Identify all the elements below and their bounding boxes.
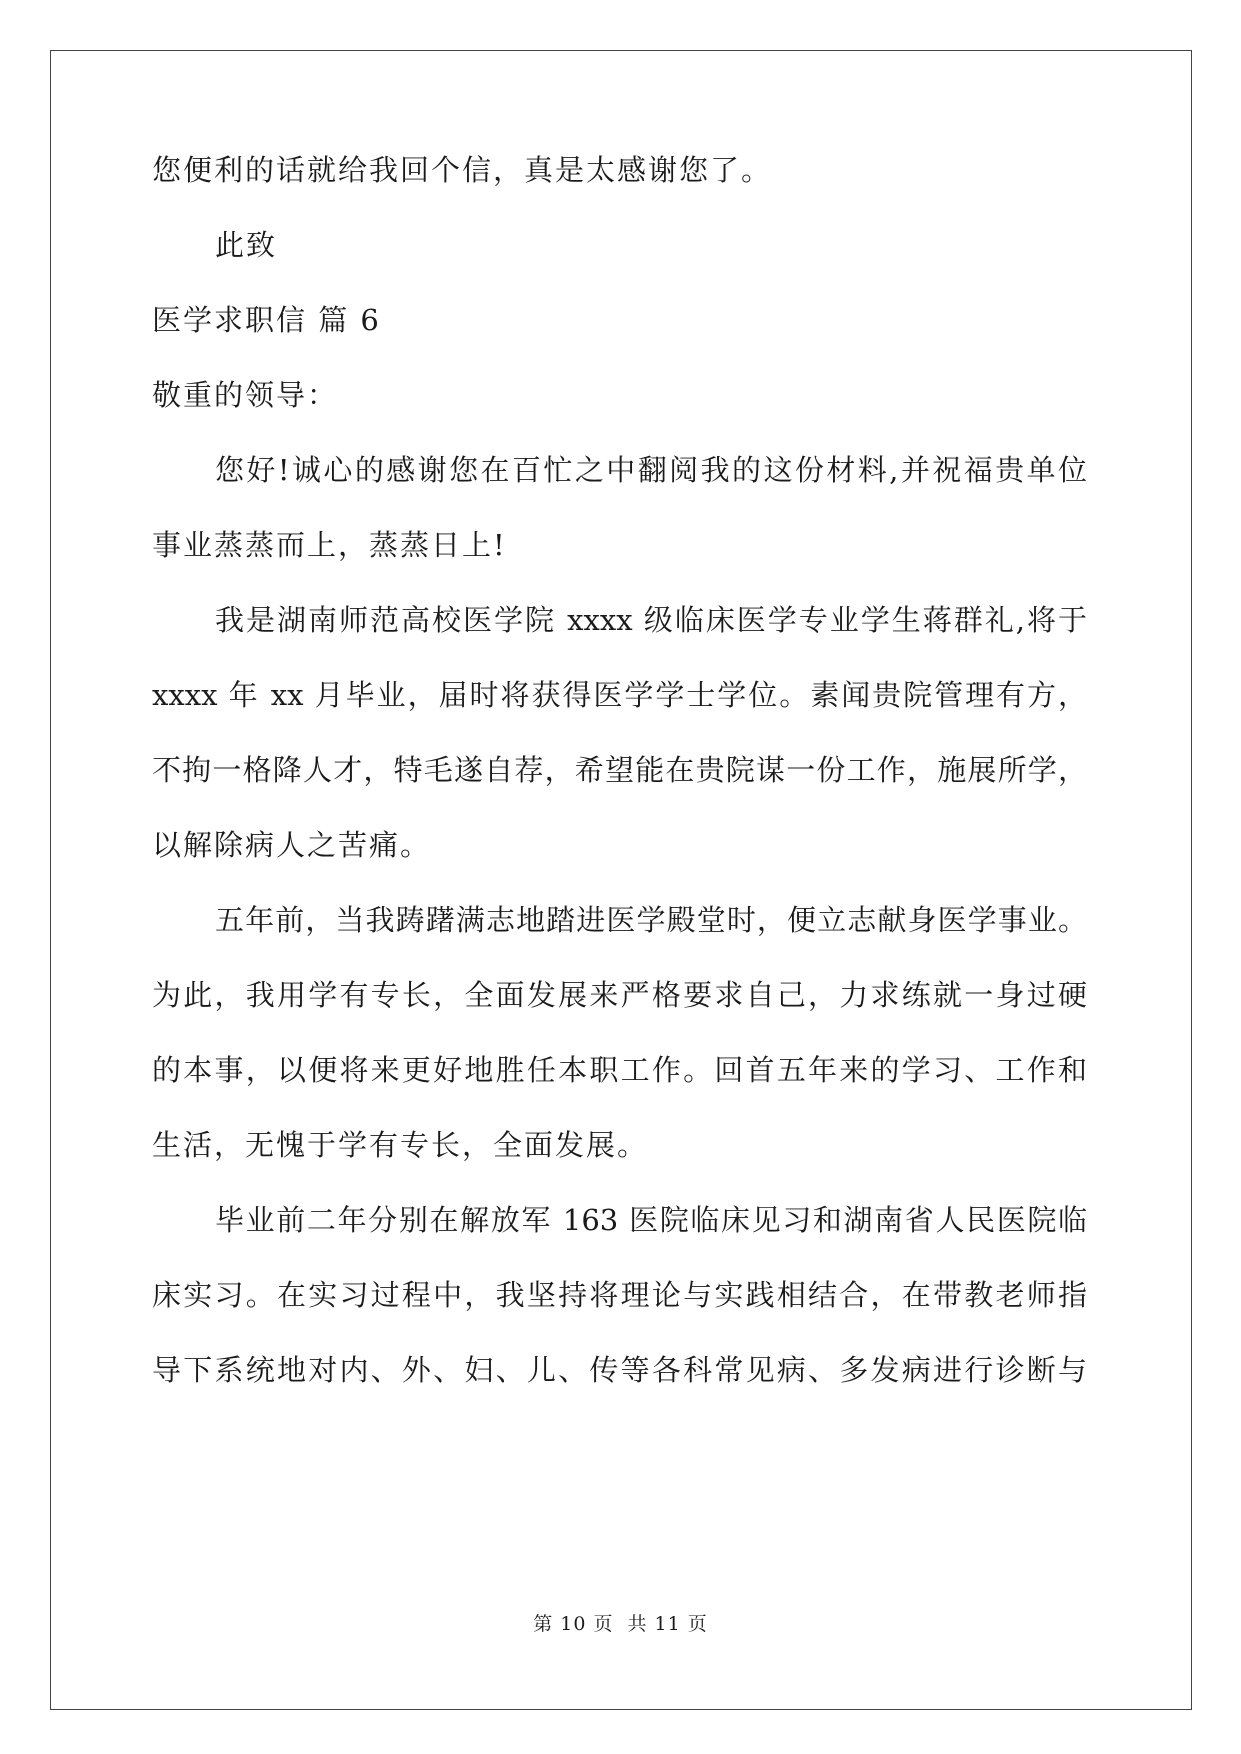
- text-line: 您好!诚心的感谢您在百忙之中翻阅我的这份材料,并祝福贵单位: [215, 453, 1087, 487]
- page-total: 共 11 页: [627, 1613, 708, 1635]
- page-footer: [0, 1612, 1241, 1636]
- text-line: 为此，我用学有专长，全面发展来严格要求自己，力求练就一身过硬: [152, 978, 1087, 1012]
- text-line: 我是湖南师范高校医学院 xxxx 级临床医学专业学生蒋群礼,将于: [215, 603, 1087, 637]
- text-line: 不拘一格降人才，特毛遂自荐，希望能在贵院谋一份工作，施展所学，: [152, 753, 1087, 787]
- text-line: xxxx 年 xx 月毕业，届时将获得医学学士学位。素闻贵院管理有方，: [152, 678, 1087, 712]
- greeting-line: 敬重的领导：: [152, 378, 339, 412]
- closing-salutation: 此致: [215, 228, 278, 262]
- text-line: 的本事，以便将来更好地胜任本职工作。回首五年来的学习、工作和: [152, 1053, 1087, 1087]
- page-number: 第 10 页: [533, 1613, 614, 1635]
- text-line: 五年前，当我踌躇满志地踏进医学殿堂时，便立志献身医学事业。: [215, 903, 1087, 937]
- text-line: 导下系统地对内、外、妇、儿、传等各科常见病、多发病进行诊断与: [152, 1353, 1087, 1387]
- section-heading: 医学求职信 篇 6: [152, 303, 381, 337]
- text-line: 生活，无愧于学有专长，全面发展。: [152, 1128, 649, 1162]
- text-line: 以解除病人之苦痛。: [152, 828, 432, 862]
- page-border: [50, 50, 1192, 1710]
- text-line: 事业蒸蒸而上，蒸蒸日上!: [152, 528, 507, 562]
- text-line: 您便利的话就给我回个信，真是太感谢您了。: [152, 153, 773, 187]
- text-line: 毕业前二年分别在解放军 163 医院临床见习和湖南省人民医院临: [215, 1203, 1087, 1237]
- text-line: 床实习。在实习过程中，我坚持将理论与实践相结合，在带教老师指: [152, 1278, 1087, 1312]
